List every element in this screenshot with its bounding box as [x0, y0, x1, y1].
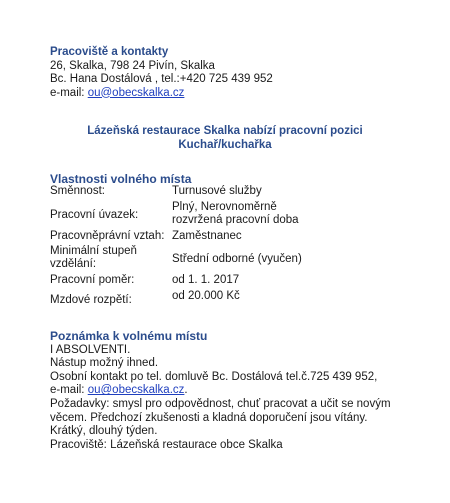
note-email-prefix: e-mail:	[50, 384, 88, 397]
prop-value: od 20.000 Kč	[172, 290, 240, 302]
prop-value: Zaměstnanec	[172, 230, 242, 242]
contacts-email-prefix: e-mail:	[50, 86, 88, 99]
note-email-suffix: .	[184, 384, 188, 397]
note-email-link[interactable]: ou@obecskalka.cz	[87, 384, 185, 397]
prop-value: Plný, Nerovnoměrně rozvržená pracovní doba	[172, 201, 299, 226]
properties-heading: Vlastnosti volného místa	[50, 172, 192, 186]
contacts-email-line	[50, 87, 273, 101]
contacts-person: Bc. Hana Dostálová , tel.:+420 725 439 952	[50, 73, 273, 85]
offer-line-1: Lázeňská restaurace Skalka nabízí pracovní pozici	[87, 125, 363, 137]
note-requirements: Požadavky: smysl pro odpovědnost, chuť pracovat a učit se novým věcem. Předchozí zkušenosti a kladná doporučení jsou vítány.	[50, 397, 391, 424]
prop-value: Střední odborné (vyučen)	[172, 253, 302, 265]
prop-key: Pracovní úvazek:	[50, 209, 139, 221]
prop-key: Pracovní poměr:	[50, 274, 135, 286]
note-line: I ABSOLVENTI.	[50, 343, 131, 356]
note-line: Osobní kontakt po tel. domluvě Bc. Dostálová tel.č.725 439 952,	[50, 370, 378, 383]
prop-value: od 1. 1. 2017	[172, 274, 240, 286]
offer-line-2: Kuchař/kuchařka	[178, 139, 272, 151]
prop-key: Mzdové rozpětí:	[50, 294, 132, 306]
contacts-address: 26, Skalka, 798 24 Pivín, Skalka	[50, 59, 215, 72]
contacts-section	[50, 46, 273, 100]
contacts-email-link[interactable]: ou@obecskalka.cz	[87, 86, 185, 99]
prop-key: Směnnost:	[50, 185, 105, 197]
offer-title	[50, 124, 400, 152]
note-heading: Poznámka k volnému místu	[50, 329, 208, 343]
note-line: Pracoviště: Lázeňská restaurace obce Skalka	[50, 438, 283, 451]
note-line: Krátký, dlouhý týden.	[50, 425, 158, 438]
prop-key: Minimální stupeň vzdělání:	[50, 245, 137, 270]
contacts-heading: Pracoviště a kontakty	[50, 46, 169, 58]
prop-key: Pracovněprávní vztah:	[50, 230, 165, 242]
properties-section	[50, 172, 302, 306]
note-section	[50, 330, 400, 452]
prop-value: Turnusové služby	[172, 185, 262, 197]
note-email-line	[50, 384, 400, 398]
note-line: Nástup možný ihned.	[50, 357, 159, 370]
